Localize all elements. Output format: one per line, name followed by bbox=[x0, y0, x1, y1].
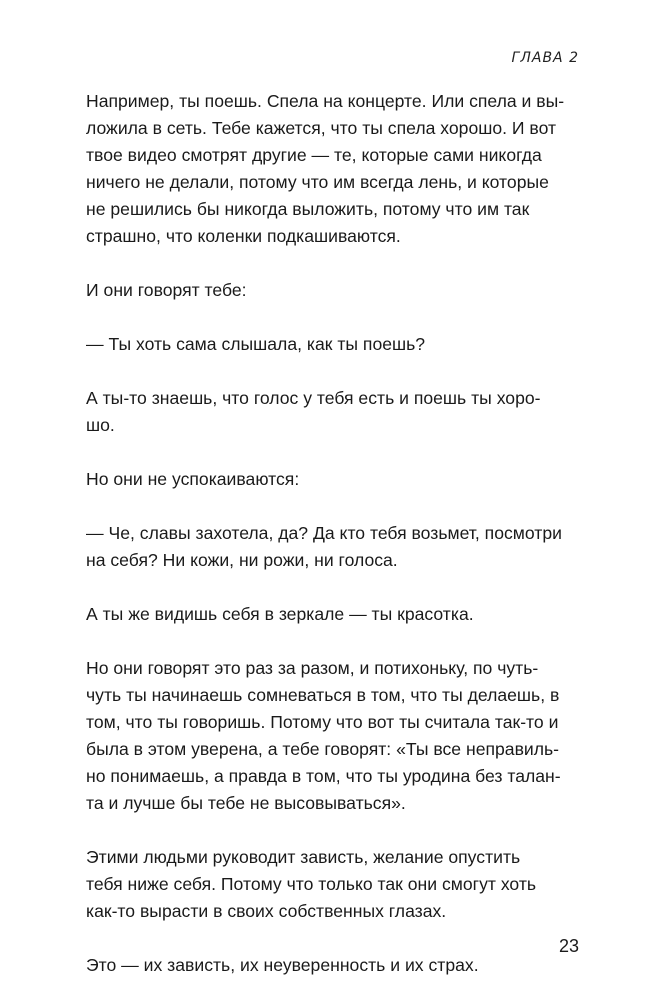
paragraph bbox=[86, 601, 580, 628]
text-line: — Че, славы захотела, да? Да кто тебя возьмет, посмотри bbox=[86, 523, 562, 543]
text-line: ложила в сеть. Тебе кажется, что ты спела хорошо. И вот bbox=[86, 118, 557, 138]
paragraph bbox=[86, 952, 580, 979]
text-line: тебя ниже себя. Потому что только так они смогут хоть bbox=[86, 874, 537, 894]
chapter-running-head: ГЛАВА 2 bbox=[511, 50, 579, 66]
text-line: Например, ты поешь. Спела на концерте. Или спела и вы- bbox=[86, 91, 565, 111]
paragraph-gap bbox=[86, 817, 580, 844]
dialogue-paragraph bbox=[86, 520, 580, 574]
paragraph bbox=[86, 466, 580, 493]
text-line: шо. bbox=[86, 415, 115, 435]
text-line: Но они не успокаиваются: bbox=[86, 469, 300, 489]
text-line: была в этом уверена, а тебе говорят: «Ты все неправиль- bbox=[86, 739, 560, 759]
paragraph bbox=[86, 844, 580, 925]
paragraph-gap bbox=[86, 304, 580, 331]
text-line: Но они говорят это раз за разом, и потихоньку, по чуть- bbox=[86, 658, 539, 678]
text-line: чуть ты начинаешь сомневаться в том, что ты делаешь, в bbox=[86, 685, 560, 705]
dialogue-paragraph bbox=[86, 331, 580, 358]
text-line: И они говорят тебе: bbox=[86, 280, 247, 300]
paragraph-gap bbox=[86, 493, 580, 520]
text-line: страшно, что коленки подкашиваются. bbox=[86, 226, 401, 246]
text-line: на себя? Ни кожи, ни рожи, ни голоса. bbox=[86, 550, 398, 570]
text-line: не решились бы никогда выложить, потому что им так bbox=[86, 199, 530, 219]
paragraph bbox=[86, 385, 580, 439]
paragraph bbox=[86, 88, 580, 250]
text-line: Это — их зависть, их неуверенность и их страх. bbox=[86, 955, 479, 975]
paragraph-gap bbox=[86, 358, 580, 385]
paragraph-gap bbox=[86, 628, 580, 655]
text-line: как-то вырасти в своих собственных глазах. bbox=[86, 901, 447, 921]
text-line: но понимаешь, а правда в том, что ты уродина без талан- bbox=[86, 766, 561, 786]
text-line: твое видео смотрят другие — те, которые сами никогда bbox=[86, 145, 542, 165]
text-line: — Ты хоть сама слышала, как ты поешь? bbox=[86, 334, 426, 354]
paragraph bbox=[86, 277, 580, 304]
paragraph bbox=[86, 655, 580, 817]
text-line: А ты-то знаешь, что голос у тебя есть и поешь ты хоро- bbox=[86, 388, 541, 408]
paragraph-gap bbox=[86, 439, 580, 466]
paragraph-gap bbox=[86, 925, 580, 952]
text-line: ничего не делали, потому что им всегда лень, и которые bbox=[86, 172, 549, 192]
body-text bbox=[86, 88, 580, 979]
text-line: том, что ты говоришь. Потому что вот ты считала так-то и bbox=[86, 712, 559, 732]
text-line: Этими людьми руководит зависть, желание опустить bbox=[86, 847, 521, 867]
page-number: 23 bbox=[558, 936, 579, 956]
text-line: та и лучше бы тебе не высовываться». bbox=[86, 793, 406, 813]
paragraph-gap bbox=[86, 574, 580, 601]
text-line: А ты же видишь себя в зеркале — ты красотка. bbox=[86, 604, 474, 624]
paragraph-gap bbox=[86, 250, 580, 277]
